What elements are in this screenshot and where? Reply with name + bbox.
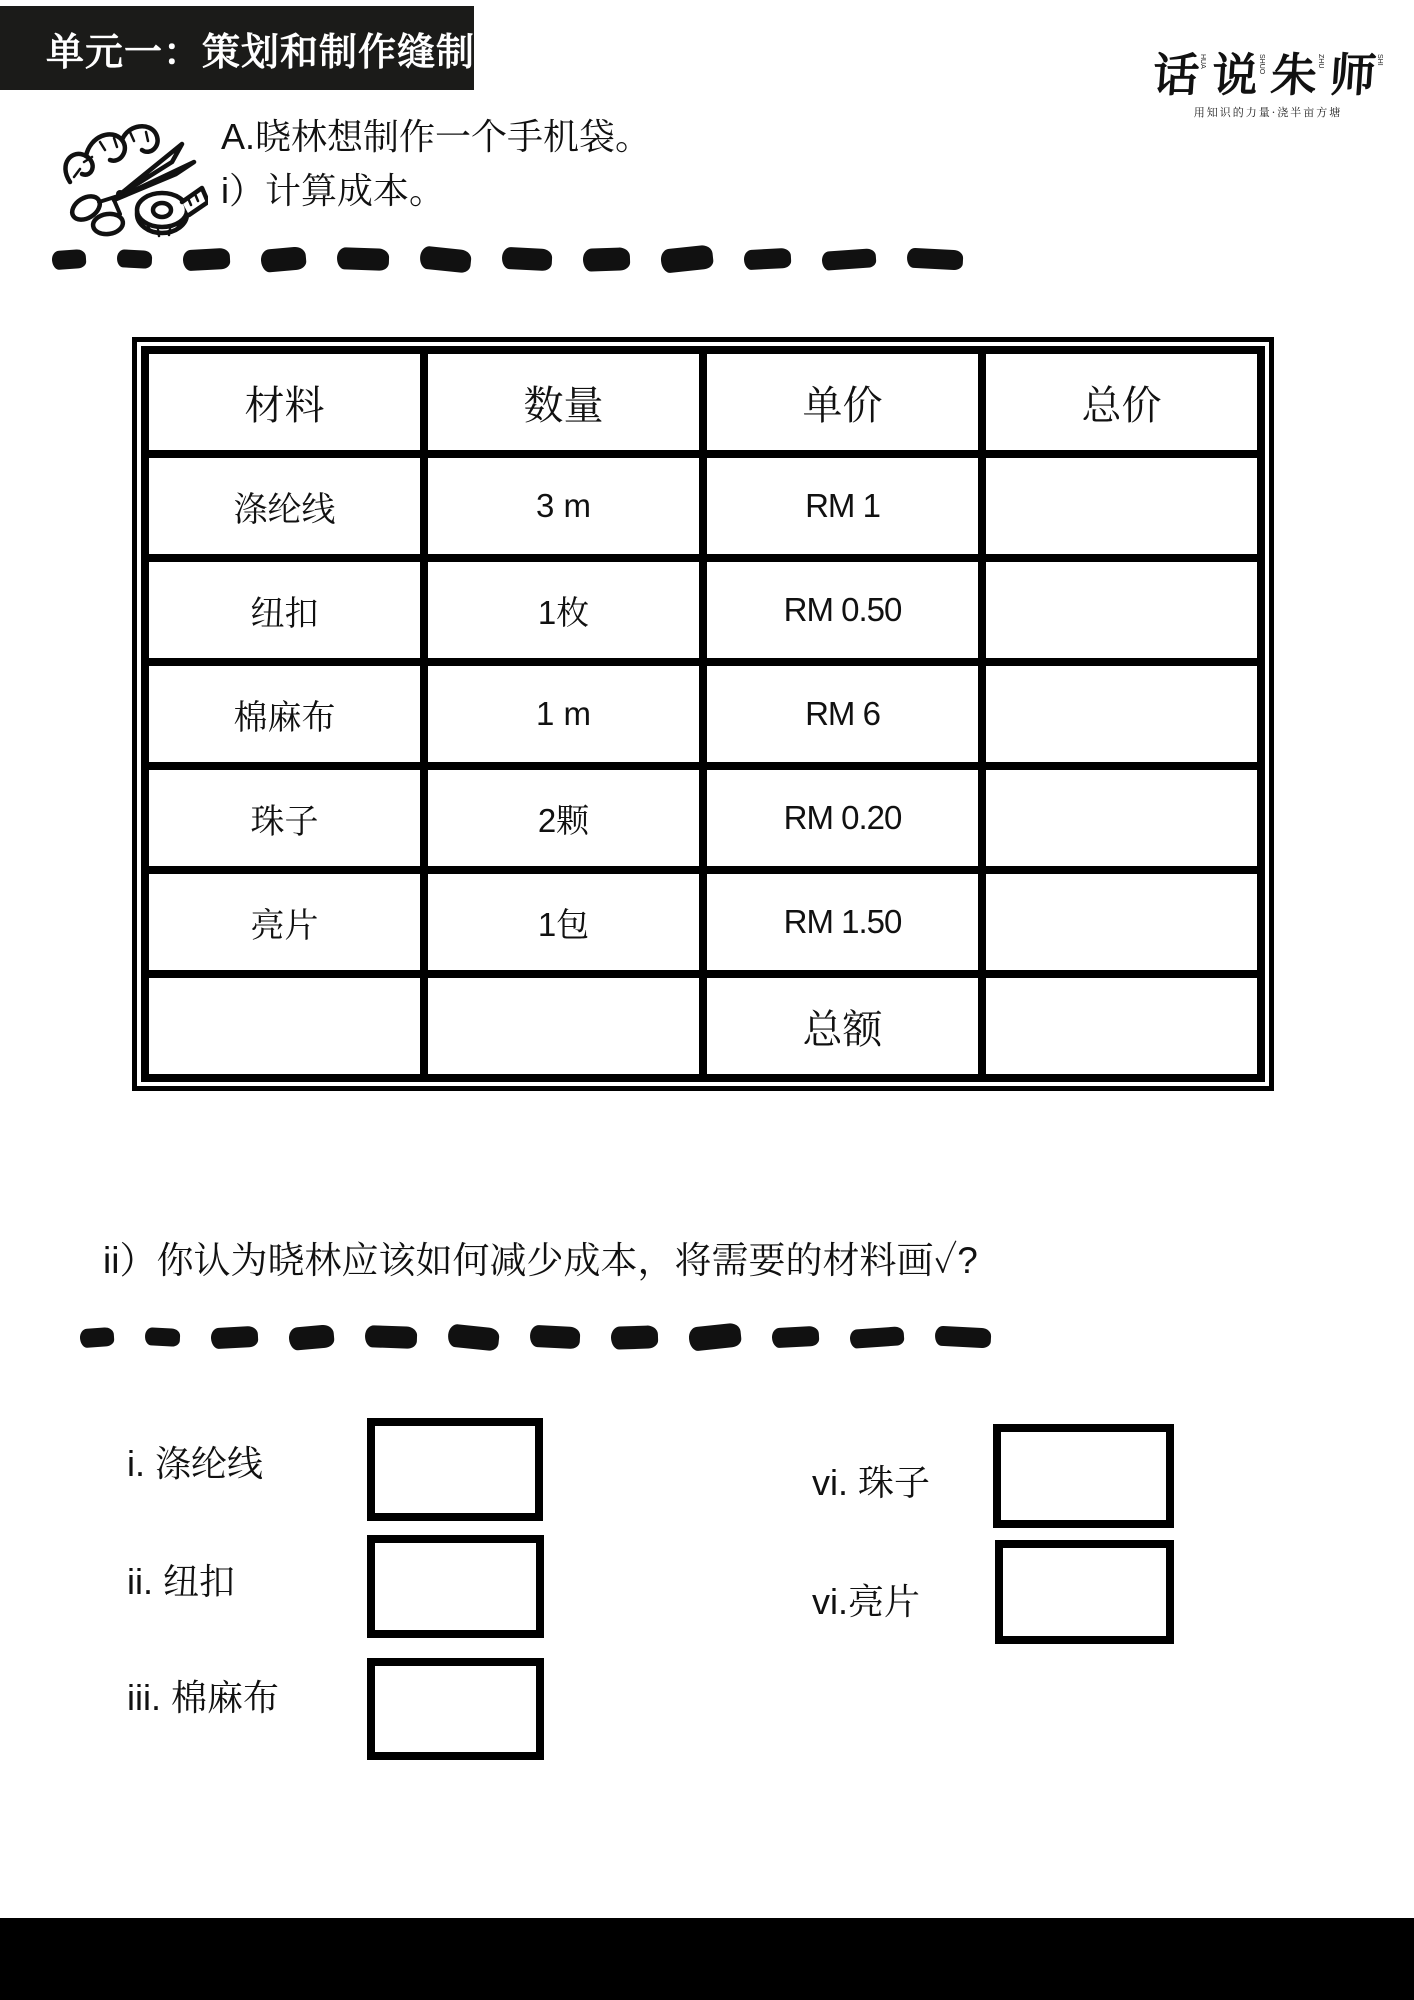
logo-pinyin: ZHU [1317,54,1324,69]
blank-cell [424,974,703,1078]
col-header-material: 材料 [145,350,424,454]
table-row [145,870,1261,974]
total-price-answer-cell[interactable] [982,766,1261,870]
checkbox-cotton-linen[interactable] [367,1658,544,1760]
table-row [145,662,1261,766]
col-header-quantity: 数量 [424,350,703,454]
blank-cell [145,974,424,1078]
total-price-answer-cell[interactable] [982,454,1261,558]
dashed-divider [80,1324,982,1350]
logo-pinyin: SHUO [1258,54,1265,75]
quantity-cell: 2颗 [424,766,703,870]
checkbox-sequins[interactable] [995,1540,1174,1644]
grand-total-answer-cell[interactable] [982,974,1261,1078]
material-cell: 涤纶线 [145,454,424,558]
table-row [145,454,1261,558]
logo-pinyin: HUA [1199,54,1206,69]
col-header-unit-price: 单价 [703,350,982,454]
task-intro [221,110,651,218]
sewing-tools-icon [56,110,208,247]
checklist-label-polyester-thread: i. 涤纶线 [127,1443,264,1484]
checkbox-button[interactable] [367,1535,544,1638]
total-price-answer-cell[interactable] [982,870,1261,974]
cost-table [132,337,1274,1091]
material-cell: 棉麻布 [145,662,424,766]
checkbox-polyester-thread[interactable] [367,1418,543,1521]
quantity-cell: 1 m [424,662,703,766]
logo-tagline: 用知识的力量·浇半亩方塘 [1193,106,1343,119]
table-total-row [145,974,1261,1078]
brand-logo [1148,48,1388,120]
logo-char: 师 [1328,48,1378,102]
task-a-text: A.晓林想制作一个手机袋。 [221,116,652,157]
unit-title: 单元一：策划和制作缝制品 [46,31,515,74]
table-row [145,558,1261,662]
material-cell: 珠子 [145,766,424,870]
total-price-answer-cell[interactable] [982,662,1261,766]
unit-price-cell: RM 1.50 [703,870,982,974]
checklist-label-cotton-linen: iii. 棉麻布 [127,1677,279,1718]
total-price-answer-cell[interactable] [982,558,1261,662]
material-cell: 亮片 [145,870,424,974]
unit-price-cell: RM 0.20 [703,766,982,870]
quantity-cell: 1枚 [424,558,703,662]
quantity-cell: 1包 [424,870,703,974]
material-cell: 纽扣 [145,558,424,662]
checklist-label-beads: vi. 珠子 [812,1462,931,1503]
unit-price-cell: RM 1 [703,454,982,558]
logo-char: 说 [1210,48,1260,102]
logo-char: 朱 [1269,48,1319,102]
checklist-label-button: ii. 纽扣 [127,1561,236,1602]
checkbox-beads[interactable] [993,1424,1174,1528]
unit-header-bar [0,6,515,90]
grand-total-label: 总额 [703,974,982,1078]
task-i-text: i）计算成本。 [221,170,445,211]
table-row [145,766,1261,870]
unit-price-cell: RM 6 [703,662,982,766]
footer-band [0,1918,1414,2000]
unit-price-cell: RM 0.50 [703,558,982,662]
quantity-cell: 3 m [424,454,703,558]
logo-pinyin: SHI [1376,54,1383,66]
brand-logo-text [1148,48,1388,102]
col-header-total-price: 总价 [982,350,1261,454]
question-ii-text: ii）你认为晓林应该如何减少成本，将需要的材料画✓? [103,1240,978,1281]
dashed-divider [52,246,950,272]
table-header-row [145,350,1261,454]
checklist-label-sequins: vi.亮片 [812,1581,921,1622]
logo-char: 话 [1151,48,1201,102]
